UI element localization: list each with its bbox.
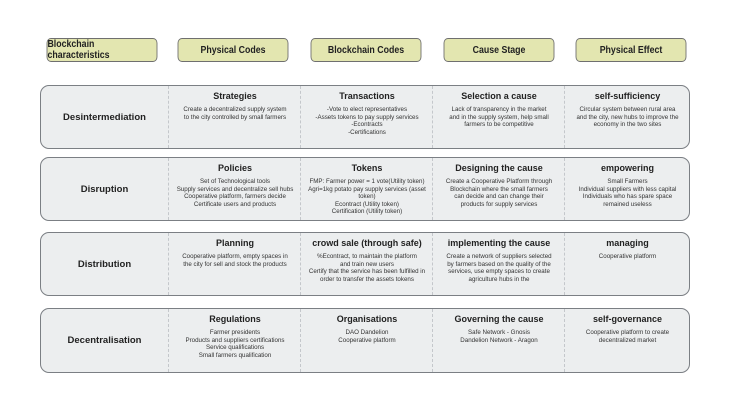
cell-body: Small Farmers Individual suppliers with less capital Individuals who has spare space remained useless	[578, 178, 677, 208]
cell-physical-effect	[564, 86, 690, 148]
cell-body: Cooperative platform, empty spaces in the city for sell and stock the products	[182, 253, 288, 268]
row-label: Desintermediation	[63, 111, 146, 123]
cell-body: Set of Technological tools Supply services and decentralize sell hubs Cooperative platform, farmers decide Certificate users and products	[176, 178, 294, 208]
cell-body: Cooperative platform to create decentralized market	[585, 329, 670, 344]
cell-title: crowd sale (through safe)	[312, 238, 422, 248]
cell-title: Transactions	[339, 91, 395, 101]
row-label: Distribution	[77, 258, 132, 270]
header-physical-codes: Physical Codes	[178, 38, 289, 62]
cell-body: Cooperative platform	[598, 253, 657, 260]
cell-physical-codes	[168, 233, 301, 295]
cell-blockchain-codes	[300, 158, 433, 220]
row-decentralisation	[40, 308, 690, 373]
header-blockchain-codes: Blockchain Codes	[311, 38, 422, 62]
cell-blockchain-codes	[300, 86, 433, 148]
cell-title: implementing the cause	[447, 238, 551, 248]
cell-body: Lack of transparency in the market and in the supply system, help small farmers to be competitive	[449, 106, 549, 129]
row-label: Decentralisation	[67, 335, 142, 346]
cell-blockchain-codes	[300, 309, 433, 372]
cell-body: Create a network of suppliers selected by farmers based on the quality of the services, use empty spaces to create agriculture hubs in the	[446, 253, 552, 283]
cell-title: Organisations	[336, 314, 398, 324]
cell-body: -Vote to elect representatives -Assets tokens to pay supply services -Econtracts -Certifications	[315, 106, 419, 136]
cell-title: self-governance	[592, 314, 663, 324]
cell-body: %Econtract, to maintain the platform and train new users Certify that the service has been fulfilled in order to transfer the assets tokens	[308, 253, 426, 283]
cell-title: Planning	[216, 238, 254, 248]
cell-title: Designing the cause	[455, 163, 543, 173]
cell-body: Create a Cooperative Platform through Blockchain where the small farmers can decide and can change their products for supply services	[445, 178, 553, 208]
cell-blockchain-codes	[300, 233, 433, 295]
cell-title: Policies	[217, 163, 253, 173]
cell-title: Strategies	[213, 91, 257, 101]
cell-physical-codes	[168, 86, 301, 148]
cell-cause-stage	[432, 233, 565, 295]
cell-title: Tokens	[351, 163, 383, 173]
cell-cause-stage	[432, 309, 565, 372]
row-distribution	[40, 232, 690, 296]
cell-title: empowering	[600, 163, 654, 173]
cell-physical-codes	[168, 158, 301, 220]
cell-body: Farmer presidents Products and suppliers certifications Service qualifications Small farmers qualification	[185, 329, 285, 359]
cell-body: Circular system between rural area and the city, new hubs to improve the economy in the two sites	[576, 106, 679, 129]
cell-physical-effect	[564, 309, 690, 372]
row-disruption	[40, 157, 690, 221]
cell-cause-stage	[432, 86, 565, 148]
cell-physical-effect	[564, 233, 690, 295]
header-cause-stage: Cause Stage	[444, 38, 555, 62]
row-desintermediation	[40, 85, 690, 149]
cell-physical-effect	[564, 158, 690, 220]
cell-title: self-sufficiency	[594, 91, 661, 101]
cell-title: Governing the cause	[454, 314, 544, 324]
header-blockchain-characteristics: Blockchain characteristics	[47, 38, 158, 62]
cell-title: Selection a cause	[461, 91, 537, 101]
cell-body: FMP: Farmer power = 1 vote(Utility token) Agri=1kg potato pay supply services (asset token) Econtract (Utility token) Certification (Utility token)	[308, 178, 426, 216]
header-physical-effect: Physical Effect	[576, 38, 687, 62]
cell-body: DAO Dandelion Cooperative platform	[338, 329, 396, 344]
cell-body: Create a decentralized supply system to the city controlled by small farmers	[183, 106, 287, 121]
cell-physical-codes	[168, 309, 301, 372]
row-label: Disruption	[80, 183, 129, 195]
cell-body: Safe Network - Gnosis Dandelion Network - Aragon	[460, 329, 538, 344]
cell-title: managing	[606, 238, 649, 248]
cell-title: Regulations	[209, 314, 261, 324]
cell-cause-stage	[432, 158, 565, 220]
